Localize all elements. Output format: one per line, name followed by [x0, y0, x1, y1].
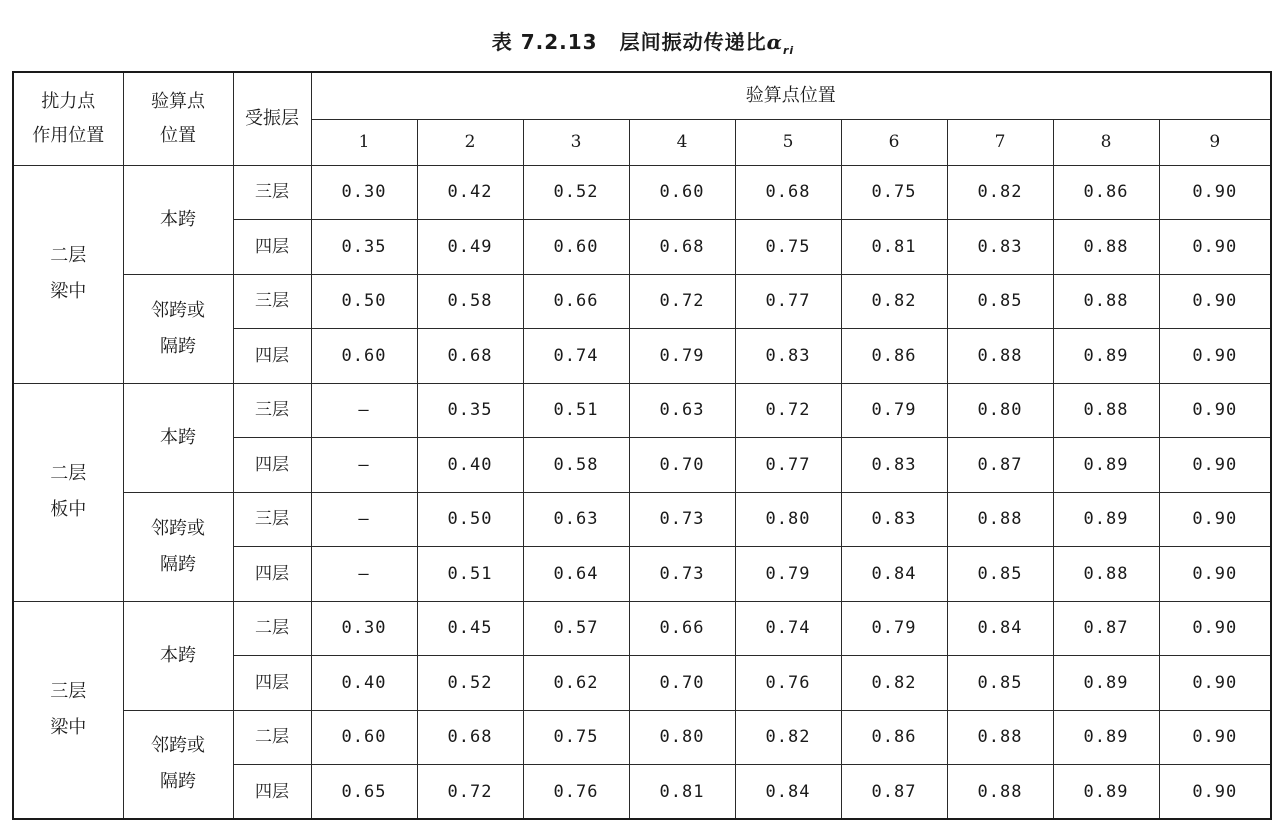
floor-cell: 四层: [233, 329, 311, 384]
value-cell: 0.58: [523, 438, 629, 493]
table-row: [13, 710, 1271, 765]
disturb-point-cell: [13, 165, 123, 383]
value-cell: 0.63: [629, 383, 735, 438]
floor-cell: 四层: [233, 438, 311, 493]
disturb-point-label: 二层: [50, 245, 87, 266]
value-cell: 0.70: [629, 438, 735, 493]
value-cell: 0.58: [417, 274, 523, 329]
value-cell: 0.52: [523, 165, 629, 220]
table-row: [13, 274, 1271, 329]
value-cell: 0.81: [629, 765, 735, 820]
column-header-3: 3: [523, 119, 629, 165]
value-cell: 0.57: [523, 601, 629, 656]
disturb-point-label: 板中: [50, 499, 87, 520]
value-cell: 0.65: [311, 765, 417, 820]
table-body: [13, 72, 1271, 819]
value-cell: 0.90: [1159, 165, 1271, 220]
value-cell: 0.86: [841, 710, 947, 765]
value-cell: 0.88: [1053, 547, 1159, 602]
value-cell: 0.90: [1159, 765, 1271, 820]
floor-cell: 四层: [233, 765, 311, 820]
value-cell: 0.89: [1053, 329, 1159, 384]
column-header-1: 1: [311, 119, 417, 165]
value-cell: 0.72: [629, 274, 735, 329]
alpha-symbol: α: [766, 30, 783, 54]
value-cell: 0.79: [735, 547, 841, 602]
check-point-label: 隔跨: [160, 335, 196, 357]
value-cell: 0.60: [311, 710, 417, 765]
value-cell: 0.82: [947, 165, 1053, 220]
floor-cell: 四层: [233, 656, 311, 711]
disturb-point-label: 二层: [50, 463, 87, 484]
value-cell: 0.79: [629, 329, 735, 384]
header-row-1: [13, 72, 1271, 119]
value-cell: 0.88: [947, 492, 1053, 547]
value-cell: 0.30: [311, 165, 417, 220]
table-row: [13, 492, 1271, 547]
value-cell: 0.84: [841, 547, 947, 602]
table-title: 层间振动传递比: [619, 30, 767, 54]
value-cell: 0.68: [417, 329, 523, 384]
table-row: [13, 601, 1271, 656]
value-cell: 0.68: [417, 710, 523, 765]
value-cell: 0.83: [841, 492, 947, 547]
value-cell: 0.85: [947, 274, 1053, 329]
check-point-cell: [123, 601, 233, 710]
check-point-cell: [123, 710, 233, 819]
value-cell: 0.76: [735, 656, 841, 711]
value-cell: 0.72: [735, 383, 841, 438]
value-cell: 0.90: [1159, 547, 1271, 602]
value-cell: 0.74: [735, 601, 841, 656]
disturb-point-label: 梁中: [50, 281, 87, 302]
value-cell: 0.80: [735, 492, 841, 547]
value-cell: 0.30: [311, 601, 417, 656]
value-cell: 0.60: [311, 329, 417, 384]
value-cell: 0.62: [523, 656, 629, 711]
value-cell: 0.75: [735, 220, 841, 275]
header-check-point-line-1: 验算点: [151, 90, 205, 112]
check-point-label: 本跨: [160, 426, 196, 448]
header-disturb-point-line-1: 扰力点: [41, 90, 96, 112]
check-point-label: 隔跨: [160, 553, 196, 575]
disturb-point-cell: [13, 601, 123, 819]
value-cell: 0.68: [629, 220, 735, 275]
table-caption: [0, 26, 1286, 57]
value-cell: 0.82: [735, 710, 841, 765]
value-cell: 0.88: [1053, 274, 1159, 329]
header-check-point: [123, 72, 233, 165]
value-cell: 0.88: [1053, 383, 1159, 438]
value-cell: 0.60: [629, 165, 735, 220]
value-cell: 0.50: [417, 492, 523, 547]
value-cell: 0.89: [1053, 656, 1159, 711]
table-number: 表 7.2.13: [491, 30, 598, 54]
value-cell: 0.52: [417, 656, 523, 711]
value-cell: 0.90: [1159, 329, 1271, 384]
value-cell: 0.84: [947, 601, 1053, 656]
check-point-cell: [123, 492, 233, 601]
floor-cell: 四层: [233, 220, 311, 275]
value-cell: 0.40: [311, 656, 417, 711]
column-header-5: 5: [735, 119, 841, 165]
header-floor-text: 受振层: [245, 107, 299, 129]
value-cell: 0.51: [523, 383, 629, 438]
value-cell: 0.88: [1053, 220, 1159, 275]
check-point-cell: [123, 383, 233, 492]
value-cell: 0.90: [1159, 438, 1271, 493]
column-header-4: 4: [629, 119, 735, 165]
check-point-cell: [123, 274, 233, 383]
value-cell: 0.75: [841, 165, 947, 220]
value-cell: 0.50: [311, 274, 417, 329]
value-cell: 0.89: [1053, 765, 1159, 820]
value-cell: 0.87: [841, 765, 947, 820]
table-row: [13, 383, 1271, 438]
value-cell: 0.90: [1159, 492, 1271, 547]
check-point-label: 邻跨或: [151, 735, 205, 757]
check-point-label: 隔跨: [160, 771, 196, 793]
check-point-label: 邻跨或: [151, 299, 205, 321]
value-cell: 0.66: [523, 274, 629, 329]
value-cell: 0.77: [735, 274, 841, 329]
value-cell: 0.88: [947, 765, 1053, 820]
value-cell: 0.89: [1053, 492, 1159, 547]
value-cell: 0.82: [841, 274, 947, 329]
value-cell: 0.80: [947, 383, 1053, 438]
check-point-cell: [123, 165, 233, 274]
check-point-label: 邻跨或: [151, 517, 205, 539]
value-cell: 0.35: [311, 220, 417, 275]
header-check-point-line-2: 位置: [160, 124, 196, 146]
value-cell: 0.88: [947, 710, 1053, 765]
floor-cell: 三层: [233, 274, 311, 329]
value-cell: 0.73: [629, 492, 735, 547]
value-cell: 0.72: [417, 765, 523, 820]
check-point-label: 本跨: [160, 208, 196, 230]
value-cell: 0.88: [947, 329, 1053, 384]
value-cell: 0.86: [841, 329, 947, 384]
value-cell: 0.73: [629, 547, 735, 602]
column-header-7: 7: [947, 119, 1053, 165]
value-cell: 0.79: [841, 601, 947, 656]
disturb-point-cell: [13, 383, 123, 601]
value-cell: 0.77: [735, 438, 841, 493]
column-header-8: 8: [1053, 119, 1159, 165]
value-cell: 0.90: [1159, 220, 1271, 275]
value-cell: 0.89: [1053, 710, 1159, 765]
value-cell: 0.90: [1159, 601, 1271, 656]
value-cell: 0.89: [1053, 438, 1159, 493]
disturb-point-label: 三层: [50, 680, 87, 702]
value-cell: 0.83: [735, 329, 841, 384]
header-floor: [233, 72, 311, 165]
header-disturb-point-line-2: 作用位置: [32, 124, 105, 146]
alpha-subscript: ri: [783, 44, 795, 57]
value-cell: 0.85: [947, 547, 1053, 602]
floor-cell: 三层: [233, 492, 311, 547]
floor-cell: 四层: [233, 547, 311, 602]
value-cell: —: [311, 492, 417, 547]
value-cell: 0.83: [947, 220, 1053, 275]
value-cell: 0.81: [841, 220, 947, 275]
value-cell: 0.70: [629, 656, 735, 711]
value-cell: 0.79: [841, 383, 947, 438]
value-cell: —: [311, 547, 417, 602]
value-cell: 0.60: [523, 220, 629, 275]
value-cell: 0.90: [1159, 710, 1271, 765]
value-cell: 0.87: [1053, 601, 1159, 656]
header-disturb-point: [13, 72, 123, 165]
column-header-2: 2: [417, 119, 523, 165]
value-cell: 0.49: [417, 220, 523, 275]
value-cell: 0.83: [841, 438, 947, 493]
header-check-positions-text: 验算点位置: [745, 84, 836, 106]
value-cell: 0.82: [841, 656, 947, 711]
check-point-label: 本跨: [160, 644, 196, 666]
header-check-positions: [311, 72, 1271, 119]
floor-cell: 二层: [233, 601, 311, 656]
value-cell: —: [311, 383, 417, 438]
value-cell: 0.90: [1159, 274, 1271, 329]
floor-cell: 三层: [233, 165, 311, 220]
value-cell: 0.68: [735, 165, 841, 220]
value-cell: 0.40: [417, 438, 523, 493]
value-cell: 0.35: [417, 383, 523, 438]
value-cell: 0.80: [629, 710, 735, 765]
vibration-transfer-table: [12, 71, 1272, 820]
value-cell: 0.45: [417, 601, 523, 656]
value-cell: 0.74: [523, 329, 629, 384]
value-cell: 0.90: [1159, 656, 1271, 711]
value-cell: 0.86: [1053, 165, 1159, 220]
value-cell: 0.76: [523, 765, 629, 820]
value-cell: 0.90: [1159, 383, 1271, 438]
value-cell: 0.42: [417, 165, 523, 220]
column-header-6: 6: [841, 119, 947, 165]
value-cell: 0.87: [947, 438, 1053, 493]
value-cell: 0.66: [629, 601, 735, 656]
value-cell: 0.64: [523, 547, 629, 602]
value-cell: 0.84: [735, 765, 841, 820]
column-header-9: 9: [1159, 119, 1271, 165]
disturb-point-label: 梁中: [50, 716, 87, 738]
value-cell: 0.85: [947, 656, 1053, 711]
table-row: [13, 165, 1271, 220]
value-cell: —: [311, 438, 417, 493]
floor-cell: 三层: [233, 383, 311, 438]
value-cell: 0.51: [417, 547, 523, 602]
value-cell: 0.75: [523, 710, 629, 765]
value-cell: 0.63: [523, 492, 629, 547]
floor-cell: 二层: [233, 710, 311, 765]
